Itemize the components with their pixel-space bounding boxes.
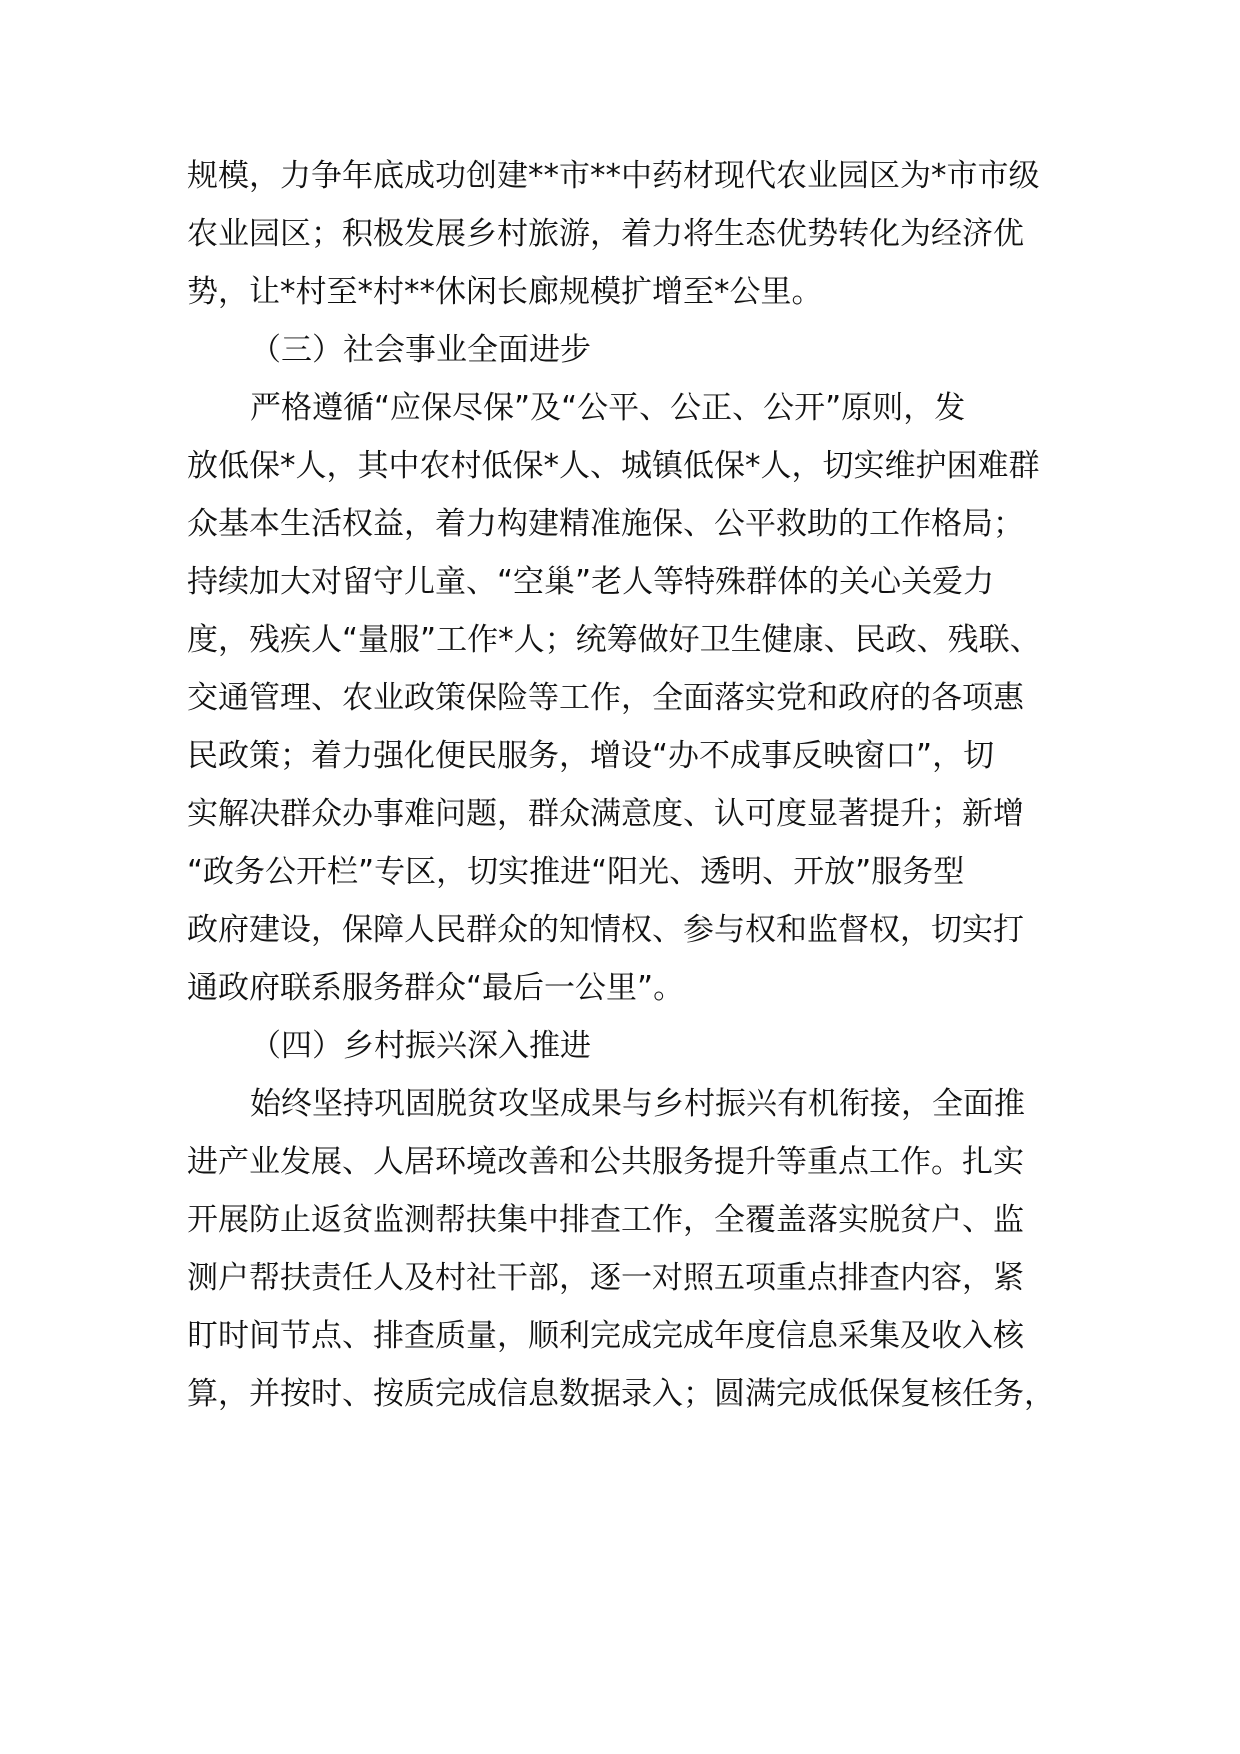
paragraph-line: 农业园区；积极发展乡村旅游，着力将生态优势转化为经济优 <box>187 216 1024 252</box>
paragraph-line: 盯时间节点、排查质量，顺利完成完成年度信息采集及收入核 <box>187 1318 1024 1354</box>
paragraph-line: 众基本生活权益，着力构建精准施保、公平救助的工作格局； <box>187 506 1024 542</box>
section-heading-4: （四）乡村振兴深入推进 <box>250 1028 591 1064</box>
paragraph-line: 民政策；着力强化便民服务，增设“办不成事反映窗口”，切 <box>187 738 995 774</box>
paragraph-line: 势，让*村至*村**休闲长廊规模扩增至*公里。 <box>187 274 823 310</box>
paragraph-line: 通政府联系服务群众“最后一公里”。 <box>187 970 685 1006</box>
paragraph-line: 持续加大对留守儿童、“空巢”老人等特殊群体的关心关爱力 <box>187 564 995 600</box>
paragraph-line: 进产业发展、人居环境改善和公共服务提升等重点工作。扎实 <box>187 1144 1024 1180</box>
paragraph-line: 始终坚持巩固脱贫攻坚成果与乡村振兴有机衔接，全面推 <box>250 1086 1025 1122</box>
section-heading-3: （三）社会事业全面进步 <box>250 332 591 368</box>
paragraph-line: “政务公开栏”专区，切实推进“阳光、透明、开放”服务型 <box>187 854 965 890</box>
paragraph-line: 严格遵循“应保尽保”及“公平、公正、公开”原则，发 <box>250 390 966 426</box>
paragraph-line: 实解决群众办事难问题，群众满意度、认可度显著提升；新增 <box>187 796 1024 832</box>
paragraph-line: 交通管理、农业政策保险等工作，全面落实党和政府的各项惠 <box>187 680 1024 716</box>
paragraph-line: 开展防止返贫监测帮扶集中排查工作，全覆盖落实脱贫户、监 <box>187 1202 1024 1238</box>
paragraph-line: 政府建设，保障人民群众的知情权、参与权和监督权，切实打 <box>187 912 1024 948</box>
paragraph-line: 放低保*人，其中农村低保*人、城镇低保*人，切实维护困难群 <box>187 448 1040 484</box>
paragraph-line: 度，残疾人“量服”工作*人；统筹做好卫生健康、民政、残联、 <box>187 622 1041 658</box>
paragraph-line: 算，并按时、按质完成信息数据录入；圆满完成低保复核任务， <box>187 1376 1055 1412</box>
paragraph-line: 测户帮扶责任人及村社干部，逐一对照五项重点排查内容，紧 <box>187 1260 1024 1296</box>
paragraph-line: 规模，力争年底成功创建**市**中药材现代农业园区为*市市级 <box>187 158 1040 194</box>
